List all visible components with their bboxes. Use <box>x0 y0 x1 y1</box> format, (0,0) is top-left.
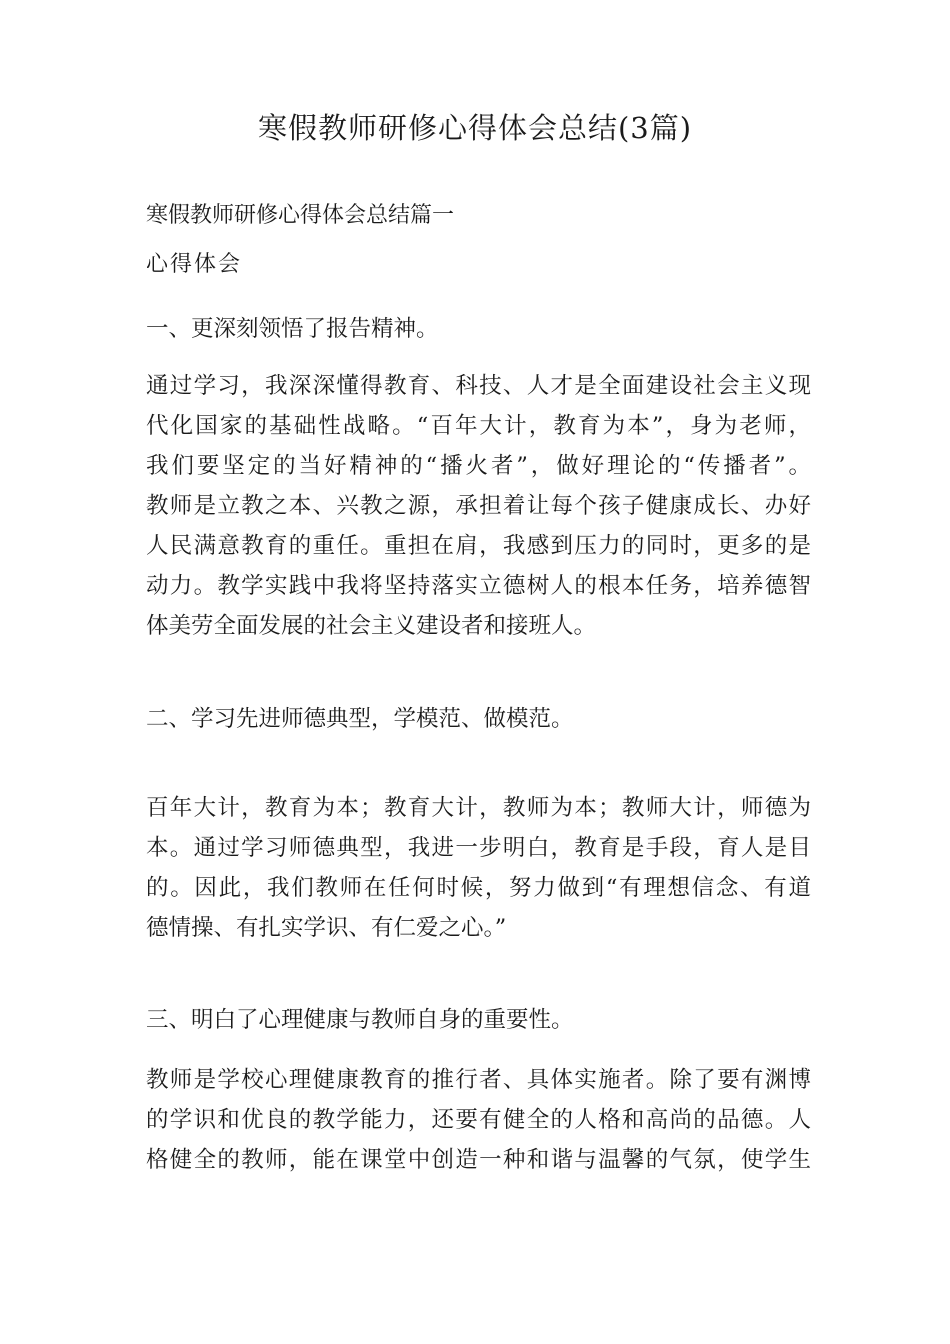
heading-2: 二、学习先进师德典型，学模范、做模范。 <box>146 706 574 732</box>
paragraph-line: 德情操、有扎实学识、有仁爱之心。” <box>146 915 507 941</box>
paragraph-1 <box>146 366 811 646</box>
paragraph-line: 格健全的教师，能在课堂中创造一种和谐与温馨的气氛，使学生 <box>146 1147 811 1173</box>
paragraph-line: 我们要坚定的当好精神的“播火者”，做好理论的“传播者”。 <box>146 453 811 479</box>
paragraph-2 <box>146 788 811 948</box>
paragraph-line: 百年大计，教育为本；教育大计，教师为本；教师大计，师德为 <box>146 795 811 821</box>
document-title: 寒假教师研修心得体会总结(3篇) <box>257 111 693 145</box>
section-title: 寒假教师研修心得体会总结篇一 <box>146 203 455 228</box>
paragraph-3 <box>146 1060 811 1180</box>
paragraph-line: 代化国家的基础性战略。“百年大计，教育为本”，身为老师， <box>146 413 811 439</box>
subtitle: 心得体会 <box>146 252 243 277</box>
paragraph-line: 教师是学校心理健康教育的推行者、具体实施者。除了要有渊博 <box>146 1067 811 1093</box>
heading-1: 一、更深刻领悟了报告精神。 <box>146 316 439 342</box>
paragraph-line: 本。通过学习师德典型，我进一步明白，教育是手段，育人是目 <box>146 835 811 861</box>
paragraph-line: 的。因此，我们教师在任何时候，努力做到“有理想信念、有道 <box>146 875 811 901</box>
paragraph-line: 人民满意教育的重任。重担在肩，我感到压力的同时，更多的是 <box>146 533 811 559</box>
paragraph-line: 通过学习，我深深懂得教育、科技、人才是全面建设社会主义现 <box>146 373 811 399</box>
paragraph-line: 的学识和优良的教学能力，还要有健全的人格和高尚的品德。人 <box>146 1107 811 1133</box>
paragraph-line: 动力。教学实践中我将坚持落实立德树人的根本任务，培养德智 <box>146 573 811 599</box>
paragraph-line: 教师是立教之本、兴教之源，承担着让每个孩子健康成长、办好 <box>146 493 811 519</box>
paragraph-line: 体美劳全面发展的社会主义建设者和接班人。 <box>146 613 597 639</box>
heading-3: 三、明白了心理健康与教师自身的重要性。 <box>146 1007 574 1033</box>
